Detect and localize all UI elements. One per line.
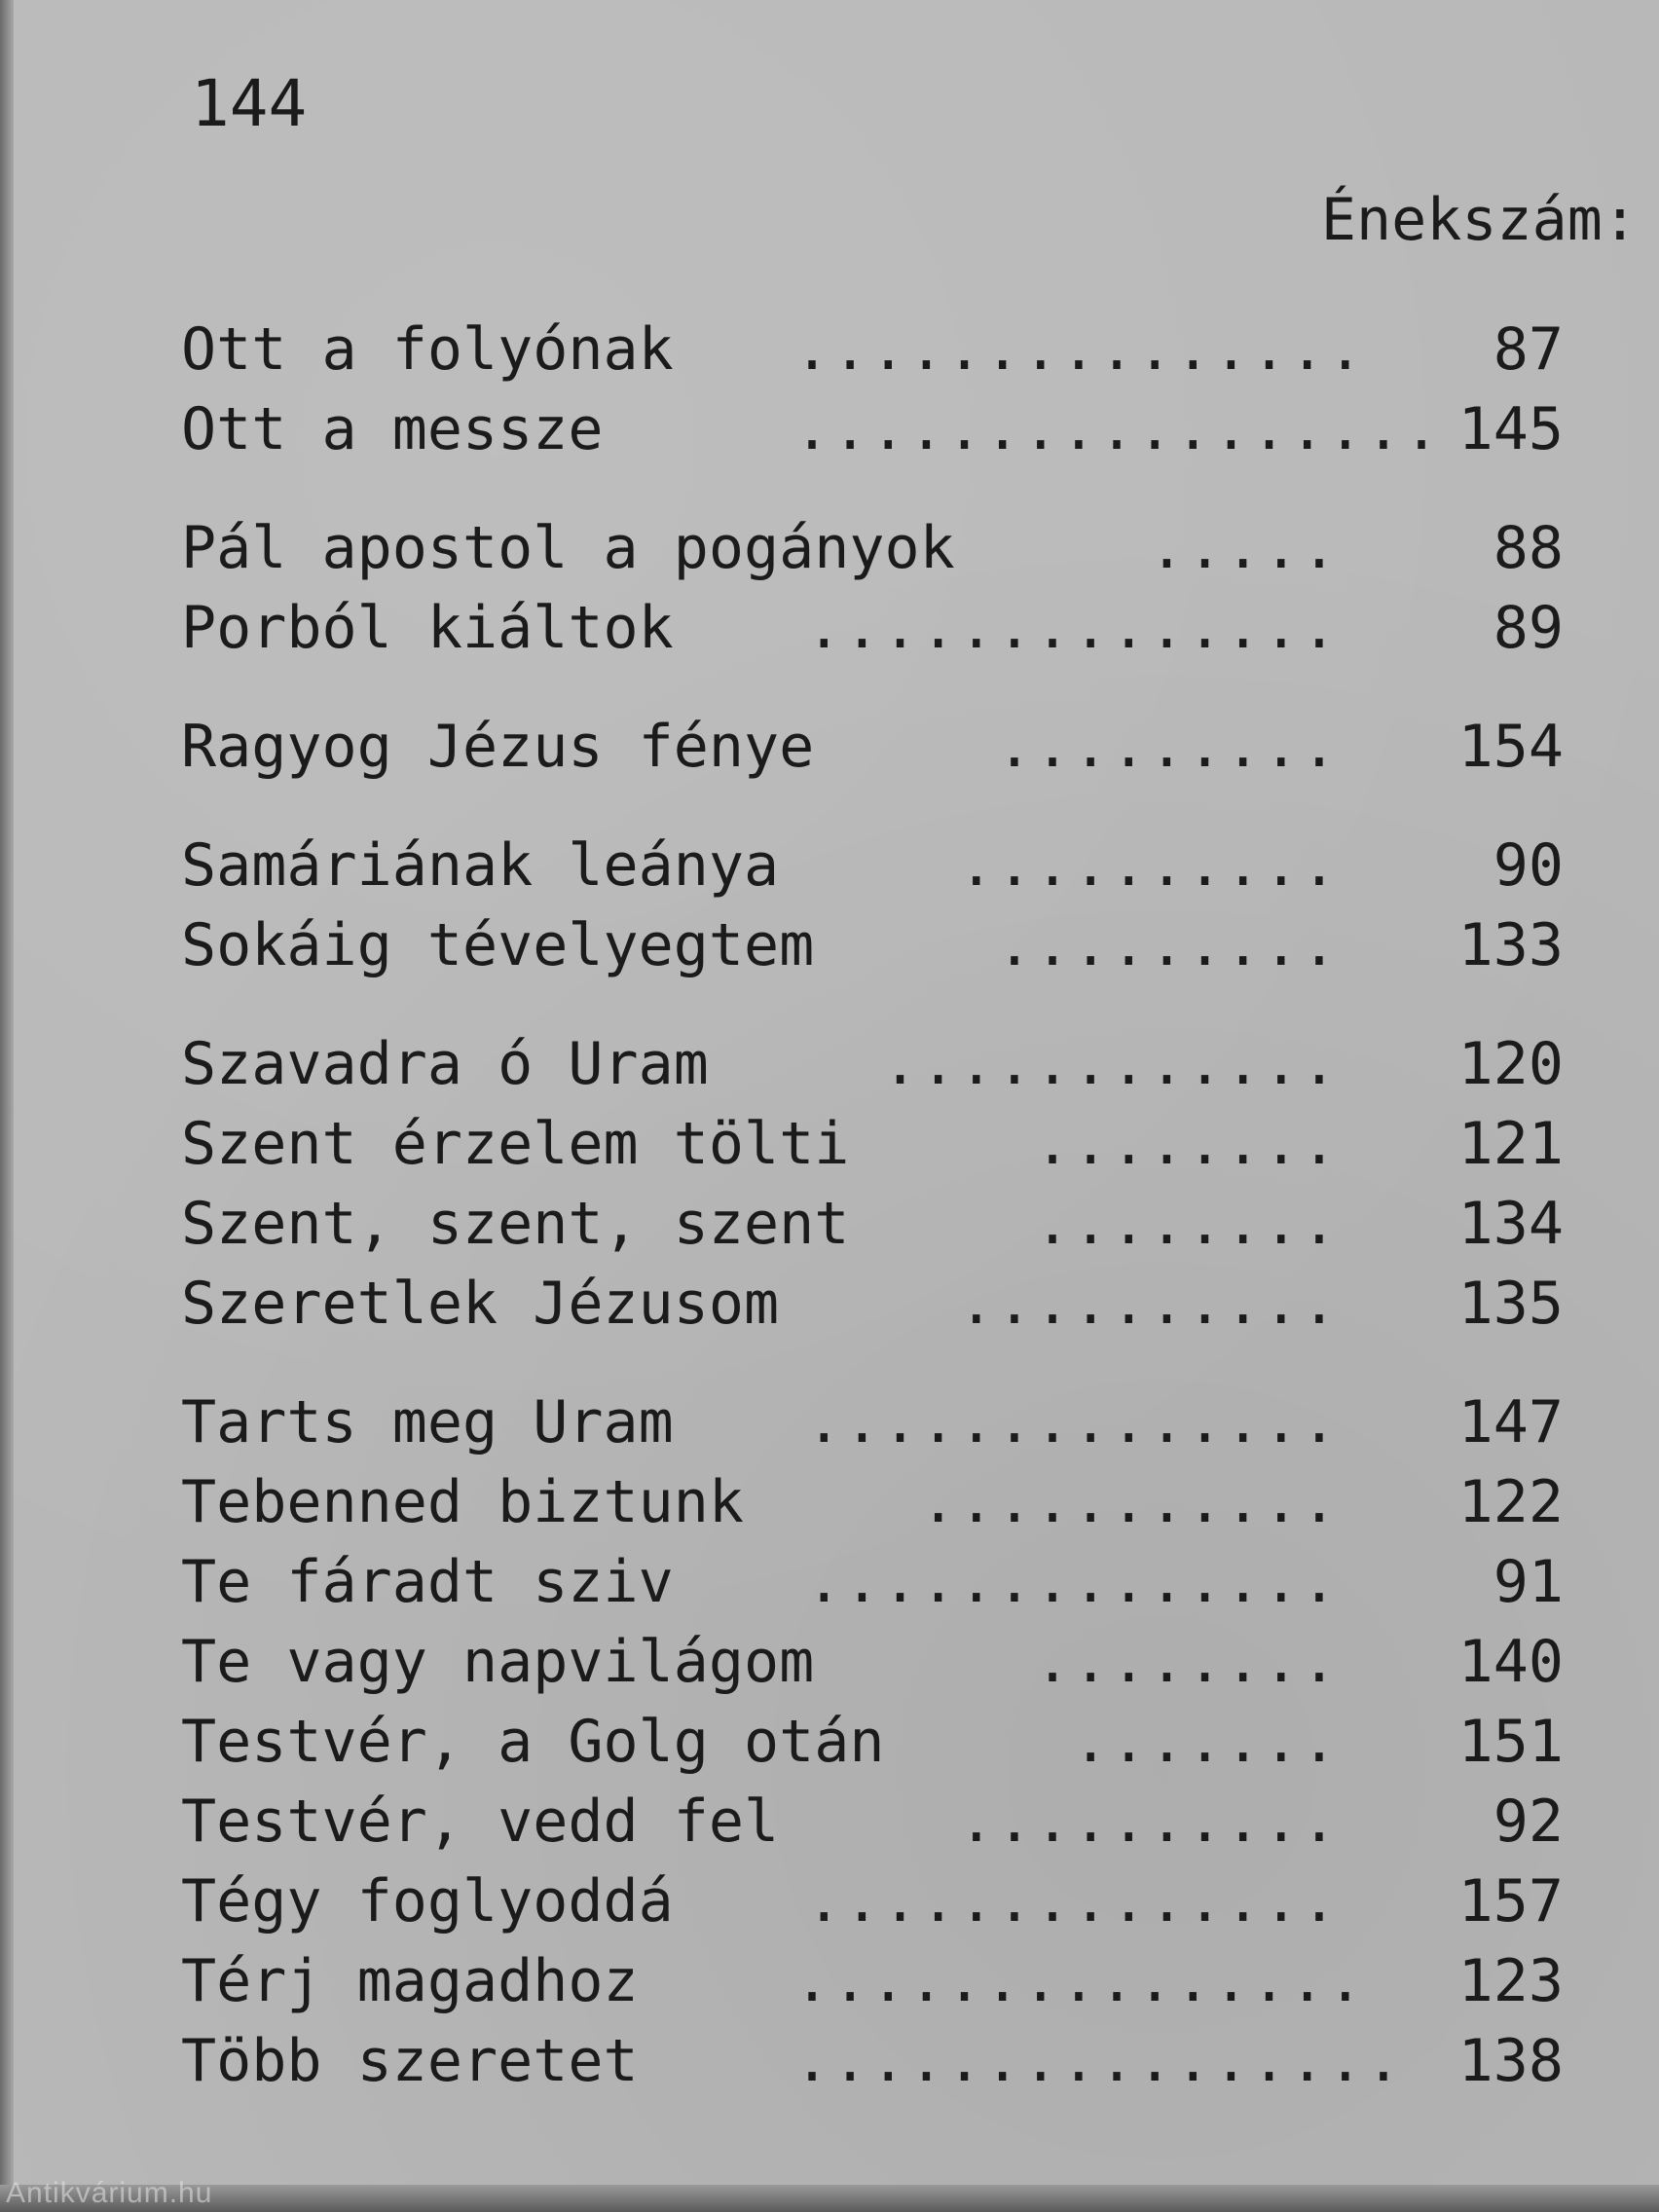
dot-leader: .............. bbox=[806, 1388, 1340, 1456]
hymn-number: 151 bbox=[1457, 1708, 1564, 1776]
dot-leader: ............ bbox=[882, 1030, 1340, 1098]
index-entry bbox=[181, 1941, 1564, 2021]
dot-leader: ................. bbox=[794, 395, 1443, 463]
index-entry bbox=[181, 1184, 1564, 1264]
hymn-number: 140 bbox=[1457, 1628, 1564, 1696]
hymn-number: 92 bbox=[1493, 1788, 1564, 1856]
index-entry bbox=[181, 1622, 1564, 1702]
entry-title: Szent érzelem tölti bbox=[181, 1110, 850, 1178]
entry-title: Testvér, vedd fel bbox=[181, 1788, 780, 1856]
entry-title: Szavadra ó Uram bbox=[181, 1030, 709, 1098]
index-entry bbox=[181, 1382, 1564, 1462]
entry-title: Te fáradt sziv bbox=[181, 1548, 674, 1616]
index-entry bbox=[181, 1104, 1564, 1184]
entry-title: Ragyog Jézus fénye bbox=[181, 713, 815, 781]
index-entry bbox=[181, 508, 1564, 588]
index-entry bbox=[181, 389, 1564, 469]
hymn-number: 89 bbox=[1493, 594, 1564, 662]
entry-title: Ott a messze bbox=[181, 395, 604, 463]
hymn-number: 87 bbox=[1493, 315, 1564, 384]
dot-leader: ......... bbox=[996, 911, 1340, 979]
entry-title: Porból kiáltok bbox=[181, 594, 674, 662]
index-entry bbox=[181, 1264, 1564, 1344]
hymn-number: 121 bbox=[1457, 1110, 1564, 1178]
index-entry bbox=[181, 905, 1564, 985]
dot-leader: .......... bbox=[958, 1788, 1340, 1856]
hymn-number: 135 bbox=[1457, 1270, 1564, 1338]
dot-leader: .............. bbox=[806, 1867, 1340, 1936]
index-entry bbox=[181, 1702, 1564, 1782]
hymn-index-list bbox=[181, 310, 1564, 2101]
hymn-number: 123 bbox=[1457, 1947, 1564, 2015]
hymn-number: 138 bbox=[1457, 2027, 1564, 2095]
index-entry bbox=[181, 1862, 1564, 1941]
dot-leader: ............... bbox=[794, 315, 1366, 384]
entry-title: Te vagy napvilágom bbox=[181, 1628, 815, 1696]
hymn-number: 145 bbox=[1457, 395, 1564, 463]
dot-leader: ........... bbox=[920, 1468, 1340, 1536]
dot-leader: .......... bbox=[958, 831, 1340, 900]
entry-title: Tégy foglyoddá bbox=[181, 1867, 674, 1936]
index-entry bbox=[181, 1462, 1564, 1542]
hymn-number: 120 bbox=[1457, 1030, 1564, 1098]
dot-leader: ..... bbox=[1149, 514, 1340, 582]
watermark: Antikvárium.hu bbox=[6, 2177, 213, 2209]
page-number: 144 bbox=[191, 66, 308, 141]
entry-title: Szent, szent, szent bbox=[181, 1190, 850, 1258]
page-left-edge bbox=[0, 0, 14, 2212]
hymn-number: 134 bbox=[1457, 1190, 1564, 1258]
hymn-number: 91 bbox=[1493, 1548, 1564, 1616]
dot-leader: .............. bbox=[806, 1548, 1340, 1616]
column-header: Énekszám: bbox=[1320, 186, 1638, 254]
entry-title: Több szeretet bbox=[181, 2027, 639, 2095]
index-entry bbox=[181, 1024, 1564, 1104]
entry-title: Térj magadhoz bbox=[181, 1947, 639, 2015]
hymn-number: 154 bbox=[1457, 713, 1564, 781]
hymn-number: 90 bbox=[1493, 831, 1564, 900]
dot-leader: ........ bbox=[1035, 1110, 1340, 1178]
dot-leader: ........ bbox=[1035, 1628, 1340, 1696]
index-entry bbox=[181, 2021, 1564, 2101]
index-entry bbox=[181, 1542, 1564, 1622]
entry-title: Ott a folyónak bbox=[181, 315, 674, 384]
hymn-number: 88 bbox=[1493, 514, 1564, 582]
entry-title: Szeretlek Jézusom bbox=[181, 1270, 780, 1338]
entry-title: Tebenned biztunk bbox=[181, 1468, 744, 1536]
entry-title: Tarts meg Uram bbox=[181, 1388, 674, 1456]
hymn-number: 147 bbox=[1457, 1388, 1564, 1456]
dot-leader: ............... bbox=[794, 1947, 1366, 2015]
scan-bottom-band bbox=[0, 2177, 1659, 2212]
index-entry bbox=[181, 826, 1564, 905]
dot-leader: .......... bbox=[958, 1270, 1340, 1338]
index-entry bbox=[181, 1782, 1564, 1862]
dot-leader: .............. bbox=[806, 594, 1340, 662]
entry-title: Pál apostol a pogányok bbox=[181, 514, 955, 582]
index-entry bbox=[181, 707, 1564, 787]
dot-leader: ....... bbox=[1073, 1708, 1340, 1776]
dot-leader: ................ bbox=[794, 2027, 1404, 2095]
entry-title: Sokáig tévelyegtem bbox=[181, 911, 815, 979]
dot-leader: ......... bbox=[996, 713, 1340, 781]
entry-title: Samáriának leánya bbox=[181, 831, 780, 900]
index-entry bbox=[181, 588, 1564, 668]
index-entry bbox=[181, 310, 1564, 389]
hymn-number: 133 bbox=[1457, 911, 1564, 979]
hymn-number: 157 bbox=[1457, 1867, 1564, 1936]
hymn-number: 122 bbox=[1457, 1468, 1564, 1536]
dot-leader: ........ bbox=[1035, 1190, 1340, 1258]
entry-title: Testvér, a Golg otán bbox=[181, 1708, 885, 1776]
